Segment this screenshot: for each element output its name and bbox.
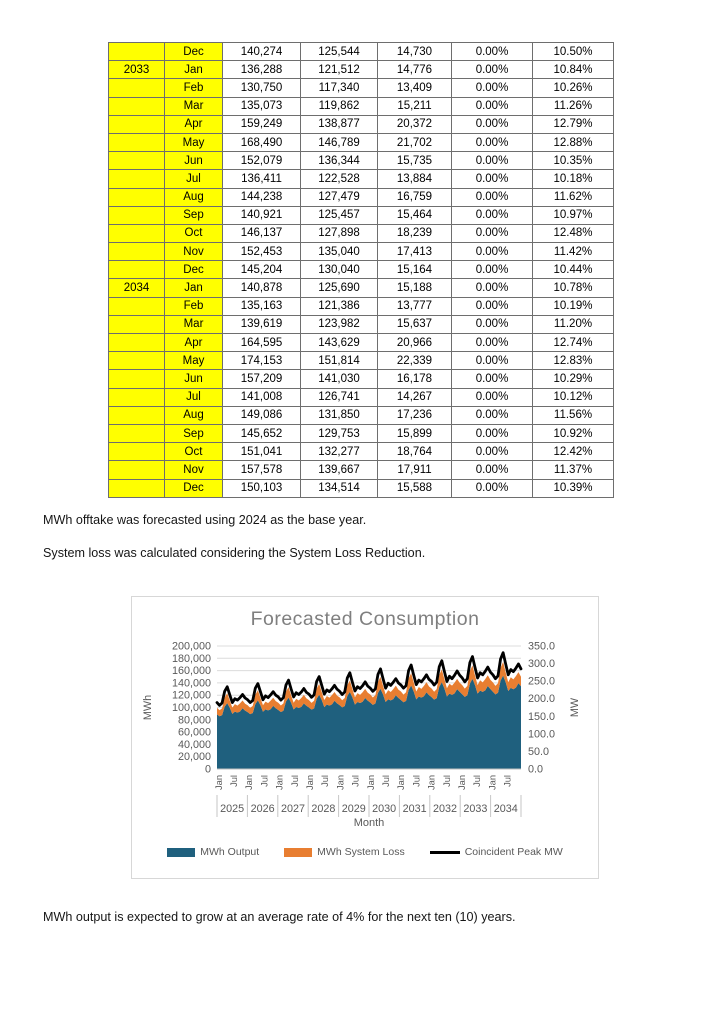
- value-cell: 16,759: [378, 188, 452, 206]
- table-row: [109, 388, 614, 406]
- svg-text:Jul: Jul: [229, 775, 239, 787]
- year-cell: [109, 170, 165, 188]
- svg-text:2033: 2033: [463, 803, 488, 815]
- value-cell: 0.00%: [452, 224, 533, 242]
- legend-swatch-mwh-output-icon: [167, 848, 195, 857]
- forecast-table-body: [109, 43, 614, 498]
- value-cell: 0.00%: [452, 133, 533, 151]
- value-cell: 14,730: [378, 43, 452, 61]
- value-cell: 17,236: [378, 406, 452, 424]
- value-cell: 10.92%: [533, 424, 614, 442]
- value-cell: 0.00%: [452, 370, 533, 388]
- value-cell: 15,164: [378, 261, 452, 279]
- value-cell: 12.42%: [533, 443, 614, 461]
- value-cell: 0.00%: [452, 388, 533, 406]
- svg-text:250.0: 250.0: [528, 675, 556, 688]
- svg-text:2029: 2029: [341, 803, 366, 815]
- value-cell: 0.00%: [452, 97, 533, 115]
- month-cell: Jun: [165, 370, 223, 388]
- value-cell: 10.12%: [533, 388, 614, 406]
- value-cell: 127,898: [301, 224, 378, 242]
- year-cell: [109, 97, 165, 115]
- value-cell: 127,479: [301, 188, 378, 206]
- value-cell: 0.00%: [452, 206, 533, 224]
- value-cell: 17,911: [378, 461, 452, 479]
- svg-text:Jul: Jul: [502, 775, 513, 787]
- month-cell: Mar: [165, 97, 223, 115]
- value-cell: 0.00%: [452, 279, 533, 297]
- value-cell: 0.00%: [452, 315, 533, 333]
- value-cell: 15,588: [378, 479, 452, 497]
- svg-text:80,000: 80,000: [177, 714, 211, 727]
- table-row: [109, 279, 614, 297]
- value-cell: 157,578: [223, 461, 301, 479]
- value-cell: 10.18%: [533, 170, 614, 188]
- month-cell: Jul: [165, 388, 223, 406]
- value-cell: 125,690: [301, 279, 378, 297]
- value-cell: 119,862: [301, 97, 378, 115]
- value-cell: 141,030: [301, 370, 378, 388]
- value-cell: 10.97%: [533, 206, 614, 224]
- year-cell: [109, 479, 165, 497]
- svg-text:100,000: 100,000: [171, 702, 211, 714]
- svg-text:2027: 2027: [280, 803, 306, 815]
- value-cell: 10.84%: [533, 61, 614, 79]
- value-cell: 13,409: [378, 79, 452, 97]
- value-cell: 20,966: [378, 334, 452, 352]
- year-cell: [109, 461, 165, 479]
- table-row: [109, 133, 614, 151]
- month-cell: May: [165, 352, 223, 370]
- svg-text:Jul: Jul: [259, 775, 270, 787]
- svg-text:Jan: Jan: [305, 775, 315, 790]
- value-cell: 18,764: [378, 443, 452, 461]
- value-cell: 0.00%: [452, 461, 533, 479]
- value-cell: 12.88%: [533, 133, 614, 151]
- forecast-chart: [132, 597, 598, 878]
- value-cell: 134,514: [301, 479, 378, 497]
- value-cell: 0.00%: [452, 115, 533, 133]
- value-cell: 0.00%: [452, 152, 533, 170]
- value-cell: 11.62%: [533, 188, 614, 206]
- month-cell: Nov: [165, 243, 223, 261]
- value-cell: 131,850: [301, 406, 378, 424]
- svg-text:60,000: 60,000: [177, 726, 211, 739]
- value-cell: 0.00%: [452, 297, 533, 315]
- svg-text:Jul: Jul: [350, 775, 361, 787]
- table-row: [109, 243, 614, 261]
- month-cell: Apr: [165, 334, 223, 352]
- value-cell: 151,814: [301, 352, 378, 370]
- table-row: [109, 352, 614, 370]
- year-cell: [109, 297, 165, 315]
- year-cell: [109, 352, 165, 370]
- value-cell: 0.00%: [452, 170, 533, 188]
- value-cell: 13,777: [378, 297, 452, 315]
- svg-text:2034: 2034: [493, 803, 518, 815]
- value-cell: 140,274: [223, 43, 301, 61]
- value-cell: 174,153: [223, 352, 301, 370]
- year-cell: [109, 424, 165, 442]
- value-cell: 12.83%: [533, 352, 614, 370]
- value-cell: 11.26%: [533, 97, 614, 115]
- svg-text:Jan: Jan: [335, 775, 346, 790]
- value-cell: 136,288: [223, 61, 301, 79]
- svg-text:Jan: Jan: [487, 775, 498, 790]
- value-cell: 135,163: [223, 297, 301, 315]
- value-cell: 144,238: [223, 188, 301, 206]
- value-cell: 18,239: [378, 224, 452, 242]
- svg-text:2028: 2028: [311, 803, 336, 815]
- svg-text:350.0: 350.0: [528, 640, 556, 653]
- svg-text:Jan: Jan: [365, 775, 376, 790]
- table-row: [109, 406, 614, 424]
- year-cell: 2033: [109, 61, 165, 79]
- value-cell: 15,464: [378, 206, 452, 224]
- svg-text:150.0: 150.0: [528, 710, 556, 723]
- month-cell: Sep: [165, 424, 223, 442]
- forecast-chart-card: [131, 596, 599, 879]
- value-cell: 15,211: [378, 97, 452, 115]
- year-cell: [109, 206, 165, 224]
- month-cell: Dec: [165, 261, 223, 279]
- year-cell: [109, 115, 165, 133]
- value-cell: 13,884: [378, 170, 452, 188]
- svg-text:Jan: Jan: [396, 775, 407, 790]
- svg-text:100.0: 100.0: [528, 728, 556, 741]
- svg-text:Jan: Jan: [213, 775, 224, 790]
- year-cell: [109, 334, 165, 352]
- table-row: [109, 479, 614, 497]
- value-cell: 12.74%: [533, 334, 614, 352]
- value-cell: 0.00%: [452, 261, 533, 279]
- value-cell: 121,386: [301, 297, 378, 315]
- svg-text:Jul: Jul: [289, 775, 300, 787]
- value-cell: 14,267: [378, 388, 452, 406]
- table-row: [109, 188, 614, 206]
- month-cell: Feb: [165, 297, 223, 315]
- month-cell: Dec: [165, 43, 223, 61]
- legend-item-mwh-output: [167, 846, 259, 858]
- value-cell: 157,209: [223, 370, 301, 388]
- month-cell: Aug: [165, 188, 223, 206]
- value-cell: 140,878: [223, 279, 301, 297]
- month-cell: Dec: [165, 479, 223, 497]
- svg-text:160,000: 160,000: [171, 665, 211, 678]
- month-cell: Oct: [165, 443, 223, 461]
- value-cell: 10.78%: [533, 279, 614, 297]
- svg-text:200,000: 200,000: [171, 640, 211, 653]
- value-cell: 121,512: [301, 61, 378, 79]
- year-cell: [109, 224, 165, 242]
- year-cell: [109, 188, 165, 206]
- svg-text:Jan: Jan: [244, 775, 255, 790]
- svg-text:Jul: Jul: [441, 775, 452, 787]
- value-cell: 17,413: [378, 243, 452, 261]
- value-cell: 141,008: [223, 388, 301, 406]
- value-cell: 11.20%: [533, 315, 614, 333]
- month-cell: Jan: [165, 279, 223, 297]
- month-cell: Mar: [165, 315, 223, 333]
- value-cell: 143,629: [301, 334, 378, 352]
- table-row: [109, 152, 614, 170]
- table-row: [109, 43, 614, 61]
- value-cell: 168,490: [223, 133, 301, 151]
- legend-label-system-loss: MWh System Loss: [317, 846, 405, 858]
- chart-title: Forecasted Consumption: [250, 608, 480, 630]
- value-cell: 0.00%: [452, 61, 533, 79]
- month-cell: Feb: [165, 79, 223, 97]
- value-cell: 122,528: [301, 170, 378, 188]
- value-cell: 0.00%: [452, 79, 533, 97]
- svg-text:2026: 2026: [250, 803, 275, 815]
- table-row: [109, 297, 614, 315]
- month-cell: Jan: [165, 61, 223, 79]
- value-cell: 22,339: [378, 352, 452, 370]
- svg-text:MW: MW: [569, 697, 581, 718]
- year-cell: [109, 152, 165, 170]
- svg-text:Month: Month: [353, 817, 385, 829]
- svg-text:Jul: Jul: [411, 775, 422, 787]
- value-cell: 0.00%: [452, 243, 533, 261]
- value-cell: 139,667: [301, 461, 378, 479]
- value-cell: 136,344: [301, 152, 378, 170]
- value-cell: 159,249: [223, 115, 301, 133]
- year-cell: 2034: [109, 279, 165, 297]
- value-cell: 152,453: [223, 243, 301, 261]
- value-cell: 21,702: [378, 133, 452, 151]
- year-cell: [109, 133, 165, 151]
- year-cell: [109, 406, 165, 424]
- paragraph-growth: MWh output is expected to grow at an average rate of 4% for the next ten (10) years.: [43, 910, 516, 924]
- svg-text:120,000: 120,000: [171, 689, 211, 702]
- year-cell: [109, 43, 165, 61]
- paragraph-system-loss: System loss was calculated considering the System Loss Reduction.: [43, 546, 426, 560]
- svg-text:0: 0: [204, 763, 211, 776]
- svg-text:300.0: 300.0: [528, 658, 556, 671]
- svg-text:2032: 2032: [432, 803, 458, 815]
- value-cell: 10.35%: [533, 152, 614, 170]
- value-cell: 146,789: [301, 133, 378, 151]
- year-cell: [109, 261, 165, 279]
- svg-text:2031: 2031: [402, 803, 427, 815]
- svg-text:Jan: Jan: [426, 775, 437, 790]
- table-row: [109, 370, 614, 388]
- value-cell: 0.00%: [452, 406, 533, 424]
- svg-text:20,000: 20,000: [177, 751, 211, 764]
- value-cell: 11.56%: [533, 406, 614, 424]
- value-cell: 164,595: [223, 334, 301, 352]
- legend-item-system-loss: [284, 846, 405, 858]
- legend-swatch-peak-line-icon: [430, 851, 460, 854]
- value-cell: 0.00%: [452, 352, 533, 370]
- value-cell: 125,544: [301, 43, 378, 61]
- month-cell: Jul: [165, 170, 223, 188]
- value-cell: 15,188: [378, 279, 452, 297]
- svg-text:180,000: 180,000: [171, 652, 211, 665]
- month-cell: Oct: [165, 224, 223, 242]
- year-cell: [109, 243, 165, 261]
- year-cell: [109, 443, 165, 461]
- value-cell: 10.39%: [533, 479, 614, 497]
- year-cell: [109, 315, 165, 333]
- value-cell: 10.50%: [533, 43, 614, 61]
- svg-text:2030: 2030: [372, 803, 397, 815]
- svg-text:0.0: 0.0: [528, 763, 544, 776]
- value-cell: 10.26%: [533, 79, 614, 97]
- value-cell: 126,741: [301, 388, 378, 406]
- svg-text:2025: 2025: [220, 803, 245, 815]
- month-cell: Nov: [165, 461, 223, 479]
- value-cell: 150,103: [223, 479, 301, 497]
- year-cell: [109, 370, 165, 388]
- svg-text:200.0: 200.0: [528, 693, 556, 706]
- svg-text:50.0: 50.0: [528, 745, 550, 758]
- value-cell: 145,204: [223, 261, 301, 279]
- value-cell: 16,178: [378, 370, 452, 388]
- value-cell: 140,921: [223, 206, 301, 224]
- svg-text:Jan: Jan: [274, 775, 285, 790]
- table-row: [109, 424, 614, 442]
- value-cell: 0.00%: [452, 188, 533, 206]
- value-cell: 0.00%: [452, 424, 533, 442]
- svg-text:Jan: Jan: [457, 775, 467, 790]
- value-cell: 15,637: [378, 315, 452, 333]
- value-cell: 136,411: [223, 170, 301, 188]
- value-cell: 12.48%: [533, 224, 614, 242]
- table-row: [109, 61, 614, 79]
- value-cell: 152,079: [223, 152, 301, 170]
- value-cell: 10.44%: [533, 261, 614, 279]
- value-cell: 0.00%: [452, 479, 533, 497]
- value-cell: 11.37%: [533, 461, 614, 479]
- value-cell: 145,652: [223, 424, 301, 442]
- table-row: [109, 334, 614, 352]
- value-cell: 132,277: [301, 443, 378, 461]
- value-cell: 10.29%: [533, 370, 614, 388]
- legend-swatch-system-loss-icon: [284, 848, 312, 857]
- table-row: [109, 315, 614, 333]
- legend-label-mwh-output: MWh Output: [200, 846, 260, 858]
- value-cell: 0.00%: [452, 334, 533, 352]
- table-row: [109, 206, 614, 224]
- value-cell: 12.79%: [533, 115, 614, 133]
- value-cell: 125,457: [301, 206, 378, 224]
- month-cell: Jun: [165, 152, 223, 170]
- value-cell: 15,735: [378, 152, 452, 170]
- svg-text:Jul: Jul: [320, 775, 331, 787]
- value-cell: 146,137: [223, 224, 301, 242]
- value-cell: 129,753: [301, 424, 378, 442]
- value-cell: 117,340: [301, 79, 378, 97]
- forecast-table: [108, 42, 614, 498]
- value-cell: 10.19%: [533, 297, 614, 315]
- table-row: [109, 261, 614, 279]
- value-cell: 130,750: [223, 79, 301, 97]
- month-cell: May: [165, 133, 223, 151]
- value-cell: 138,877: [301, 115, 378, 133]
- svg-text:Jul: Jul: [472, 775, 483, 787]
- month-cell: Aug: [165, 406, 223, 424]
- svg-text:Jul: Jul: [381, 775, 391, 787]
- value-cell: 135,073: [223, 97, 301, 115]
- table-row: [109, 461, 614, 479]
- legend-item-peak-mw: [430, 846, 563, 858]
- table-row: [109, 224, 614, 242]
- svg-text:40,000: 40,000: [177, 738, 211, 751]
- value-cell: 0.00%: [452, 443, 533, 461]
- value-cell: 123,982: [301, 315, 378, 333]
- table-row: [109, 79, 614, 97]
- chart-legend: [132, 846, 598, 858]
- table-row: [109, 97, 614, 115]
- year-cell: [109, 79, 165, 97]
- value-cell: 135,040: [301, 243, 378, 261]
- value-cell: 20,372: [378, 115, 452, 133]
- value-cell: 15,899: [378, 424, 452, 442]
- month-cell: Apr: [165, 115, 223, 133]
- value-cell: 11.42%: [533, 243, 614, 261]
- value-cell: 149,086: [223, 406, 301, 424]
- value-cell: 0.00%: [452, 43, 533, 61]
- svg-text:MWh: MWh: [142, 694, 154, 721]
- legend-label-peak-mw: Coincident Peak MW: [464, 846, 563, 858]
- table-row: [109, 170, 614, 188]
- value-cell: 130,040: [301, 261, 378, 279]
- svg-text:140,000: 140,000: [171, 677, 211, 690]
- table-row: [109, 443, 614, 461]
- month-cell: Sep: [165, 206, 223, 224]
- year-cell: [109, 388, 165, 406]
- value-cell: 151,041: [223, 443, 301, 461]
- paragraph-offtake: MWh offtake was forecasted using 2024 as the base year.: [43, 513, 367, 527]
- value-cell: 139,619: [223, 315, 301, 333]
- table-row: [109, 115, 614, 133]
- value-cell: 14,776: [378, 61, 452, 79]
